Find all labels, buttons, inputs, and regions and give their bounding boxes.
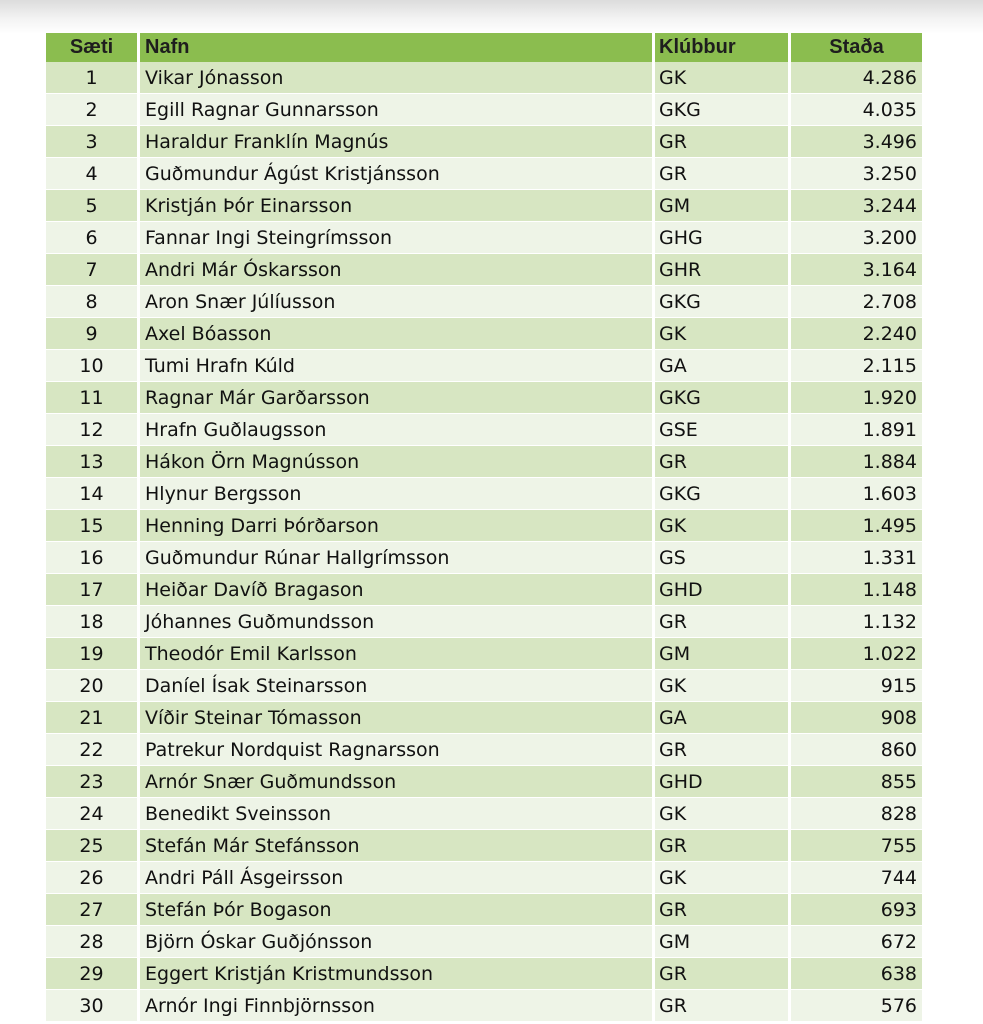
score-cell: 576 [791,990,922,1022]
score-cell: 3.496 [791,126,922,158]
club-cell: GM [655,190,788,222]
table-row [46,478,922,510]
rank-cell: 4 [46,158,137,190]
score-column-header: Staða [791,33,922,62]
player-name-cell: Kristján Þór Einarsson [140,190,652,222]
score-cell: 693 [791,894,922,926]
club-cell: GR [655,446,788,478]
rank-cell: 23 [46,766,137,798]
rank-cell: 9 [46,318,137,350]
club-cell: GR [655,830,788,862]
player-name-cell: Hákon Örn Magnússon [140,446,652,478]
score-cell: 2.708 [791,286,922,318]
club-cell: GS [655,542,788,574]
club-cell: GR [655,606,788,638]
club-cell: GM [655,638,788,670]
player-name-cell: Aron Snær Júlíusson [140,286,652,318]
club-cell: GA [655,702,788,734]
header-row [46,33,922,62]
table-row [46,670,922,702]
table-row [46,222,922,254]
table-row [46,158,922,190]
club-cell: GSE [655,414,788,446]
table-row [46,862,922,894]
rank-cell: 7 [46,254,137,286]
table-row [46,62,922,94]
club-cell: GKG [655,286,788,318]
player-name-cell: Hrafn Guðlaugsson [140,414,652,446]
player-name-cell: Daníel Ísak Steinarsson [140,670,652,702]
table-row [46,990,922,1022]
club-cell: GA [655,350,788,382]
score-cell: 1.603 [791,478,922,510]
club-cell: GR [655,894,788,926]
score-cell: 638 [791,958,922,990]
rank-cell: 13 [46,446,137,478]
player-name-cell: Jóhannes Guðmundsson [140,606,652,638]
club-cell: GK [655,670,788,702]
rank-cell: 21 [46,702,137,734]
club-cell: GK [655,318,788,350]
score-cell: 2.240 [791,318,922,350]
player-name-cell: Andri Páll Ásgeirsson [140,862,652,894]
score-cell: 1.022 [791,638,922,670]
club-cell: GHD [655,766,788,798]
score-cell: 860 [791,734,922,766]
rank-cell: 30 [46,990,137,1022]
score-cell: 3.200 [791,222,922,254]
score-cell: 855 [791,766,922,798]
score-cell: 2.115 [791,350,922,382]
table-row [46,766,922,798]
club-cell: GR [655,958,788,990]
table-row [46,318,922,350]
player-name-cell: Vikar Jónasson [140,62,652,94]
club-cell: GK [655,798,788,830]
player-name-cell: Stefán Már Stefánsson [140,830,652,862]
rank-cell: 22 [46,734,137,766]
score-cell: 744 [791,862,922,894]
table-body [46,62,922,1022]
score-cell: 1.148 [791,574,922,606]
club-cell: GR [655,990,788,1022]
table-row [46,798,922,830]
table-row [46,414,922,446]
club-cell: GKG [655,94,788,126]
player-name-cell: Haraldur Franklín Magnús [140,126,652,158]
score-cell: 3.244 [791,190,922,222]
rank-cell: 29 [46,958,137,990]
score-cell: 4.035 [791,94,922,126]
rank-cell: 28 [46,926,137,958]
rank-cell: 16 [46,542,137,574]
score-cell: 1.920 [791,382,922,414]
table-row [46,382,922,414]
club-cell: GK [655,510,788,542]
rank-cell: 19 [46,638,137,670]
rank-cell: 11 [46,382,137,414]
rank-cell: 26 [46,862,137,894]
table-row [46,734,922,766]
score-cell: 915 [791,670,922,702]
score-cell: 3.250 [791,158,922,190]
score-cell: 1.495 [791,510,922,542]
score-cell: 1.884 [791,446,922,478]
player-name-cell: Tumi Hrafn Kúld [140,350,652,382]
player-name-cell: Arnór Ingi Finnbjörnsson [140,990,652,1022]
score-cell: 672 [791,926,922,958]
table-row [46,926,922,958]
player-name-cell: Andri Már Óskarsson [140,254,652,286]
table-row [46,542,922,574]
player-name-cell: Theodór Emil Karlsson [140,638,652,670]
player-name-cell: Arnór Snær Guðmundsson [140,766,652,798]
table-row [46,286,922,318]
score-cell: 755 [791,830,922,862]
club-cell: GK [655,862,788,894]
club-cell: GKG [655,382,788,414]
club-cell: GM [655,926,788,958]
standings-table [43,33,925,1022]
table-row [46,94,922,126]
rank-cell: 5 [46,190,137,222]
page-top-shadow [0,0,983,34]
rank-cell: 1 [46,62,137,94]
score-cell: 908 [791,702,922,734]
club-cell: GR [655,734,788,766]
player-name-cell: Henning Darri Þórðarson [140,510,652,542]
rank-cell: 20 [46,670,137,702]
table-header [46,33,922,62]
table-row [46,446,922,478]
score-cell: 3.164 [791,254,922,286]
player-name-cell: Eggert Kristján Kristmundsson [140,958,652,990]
player-name-cell: Egill Ragnar Gunnarsson [140,94,652,126]
table-row [46,574,922,606]
rank-cell: 27 [46,894,137,926]
club-cell: GK [655,62,788,94]
rank-cell: 24 [46,798,137,830]
player-name-cell: Hlynur Bergsson [140,478,652,510]
player-name-cell: Patrekur Nordquist Ragnarsson [140,734,652,766]
table-row [46,126,922,158]
club-cell: GHG [655,222,788,254]
table-row [46,958,922,990]
player-name-cell: Björn Óskar Guðjónsson [140,926,652,958]
score-cell: 1.891 [791,414,922,446]
rank-cell: 2 [46,94,137,126]
score-cell: 828 [791,798,922,830]
club-cell: GHR [655,254,788,286]
club-column-header: Klúbbur [655,33,788,62]
player-name-cell: Guðmundur Ágúst Kristjánsson [140,158,652,190]
table-row [46,350,922,382]
table-row [46,638,922,670]
rank-cell: 17 [46,574,137,606]
table-row [46,190,922,222]
player-name-cell: Stefán Þór Bogason [140,894,652,926]
club-cell: GR [655,126,788,158]
table-row [46,702,922,734]
club-cell: GR [655,158,788,190]
player-name-cell: Guðmundur Rúnar Hallgrímsson [140,542,652,574]
table-row [46,254,922,286]
player-name-cell: Ragnar Már Garðarsson [140,382,652,414]
club-cell: GKG [655,478,788,510]
score-cell: 1.331 [791,542,922,574]
player-name-cell: Benedikt Sveinsson [140,798,652,830]
rank-column-header: Sæti [46,33,137,62]
player-name-cell: Axel Bóasson [140,318,652,350]
table-row [46,894,922,926]
score-cell: 1.132 [791,606,922,638]
rank-cell: 10 [46,350,137,382]
rank-cell: 12 [46,414,137,446]
name-column-header: Nafn [140,33,652,62]
rank-cell: 18 [46,606,137,638]
rank-cell: 3 [46,126,137,158]
player-name-cell: Fannar Ingi Steingrímsson [140,222,652,254]
table-row [46,830,922,862]
player-name-cell: Víðir Steinar Tómasson [140,702,652,734]
rank-cell: 8 [46,286,137,318]
rank-cell: 6 [46,222,137,254]
club-cell: GHD [655,574,788,606]
table-row [46,606,922,638]
table-row [46,510,922,542]
rank-cell: 14 [46,478,137,510]
player-name-cell: Heiðar Davíð Bragason [140,574,652,606]
rank-cell: 15 [46,510,137,542]
score-cell: 4.286 [791,62,922,94]
rank-cell: 25 [46,830,137,862]
